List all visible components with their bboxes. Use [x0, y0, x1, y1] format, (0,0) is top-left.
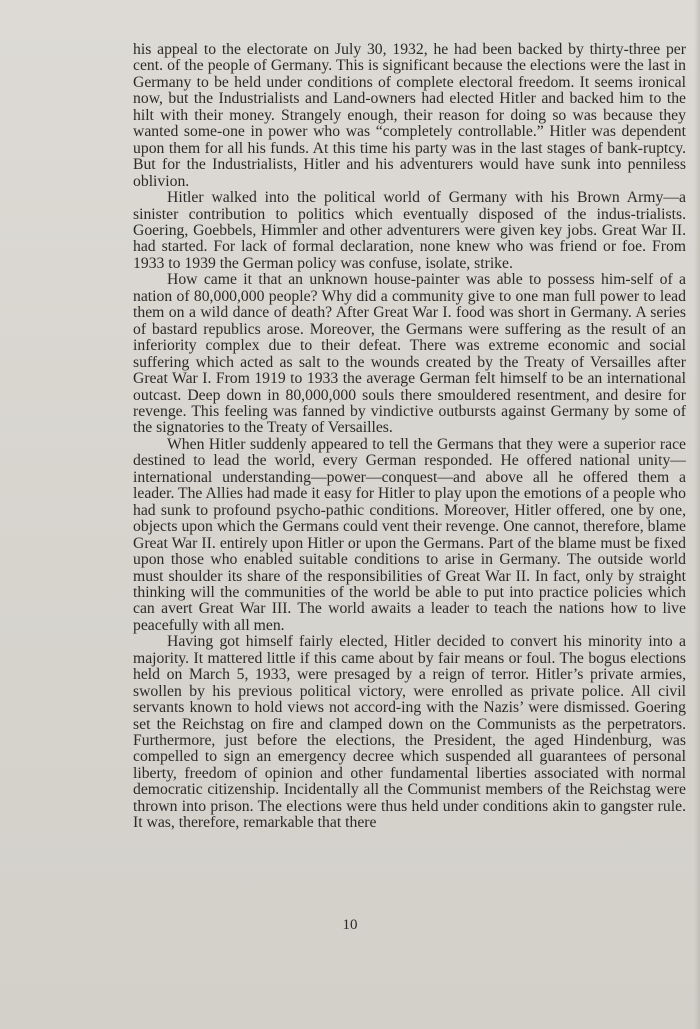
page-number: 10 — [342, 917, 358, 933]
page-edge-shadow — [694, 0, 700, 1029]
paragraph-4: When Hitler suddenly appeared to tell the Germans that they were a superior race destined to lead the world, every German responded. He offered national unity—international understanding—power—conquest—and above all he offered them a leader. The Allies had made it easy for Hitler to play upon the emotions of a people who had sunk to profound psycho-pathic conditions. Moreover, Hitler offered, one by one, objects upon which the Germans could vent their revenge. One cannot, therefore, blame Great War II. entirely upon Hitler or upon the Germans. Part of the blame must be fixed upon those who enabled suitable conditions to arise in Germany. The outside world must shoulder its share of the responsibilities of Great War II. In fact, only by straight thinking will the communities of the world be able to put into practice policies which can avert Great War III. The world awaits a leader to teach the nations how to live peacefully with all men. — [133, 435, 686, 634]
paragraph-5: Having got himself fairly elected, Hitler decided to convert his minority into a majority. It mattered little if this came about by fair means or foul. The bogus elections held on March 5, 1933, were presaged by a reign of terror. Hitler’s private armies, swollen by his previous political victory, were enrolled as private police. All civil servants known to hold views not accord-ing with the Nazis’ were dismissed. Goering set the Reichstag on fire and clamped down on the Communists as the perpetrators. Furthermore, just before the elections, the President, the aged Hindenburg, was compelled to sign an emergency decree which suspended all guarantees of personal liberty, freedom of opinion and other fundamental liberties associated with normal democratic citizenship. Incidentally all the Communist members of the Reichstag were thrown into prison. The elections were thus held under conditions akin to gangster rule. It was, therefore, remarkable that there — [133, 633, 686, 832]
paragraph-1: his appeal to the electorate on July 30, 1932, he had been backed by thirty-three per cent. of the people of Germany. This is significant because the elections were the last in Germany to be held under conditions of complete electoral freedom. It seems ironical now, but the Industrialists and Land-owners had elected Hitler and backed him to the hilt with their money. Strangely enough, their reason for doing so was because they wanted some-one in power who was “completely controllable.” Hitler was dependent upon them for all his funds. At this time his party was in the last stages of bank-ruptcy. But for the Industrialists, Hitler and his adventurers would have sunk into penniless oblivion. — [133, 41, 686, 190]
body-text — [133, 42, 686, 832]
paragraph-3: How came it that an unknown house-painter was able to possess him-self of a nation of 80,000,000 people? Why did a community give to one man full power to lead them on a wild dance of death? After Great War I. food was short in Germany. A series of bastard republics arose. Moreover, the Germans were suffering as the result of an inferiority complex due to their defeat. There was extreme economic and social suffering which acted as salt to the wounds created by the Treaty of Versailles after Great War I. From 1919 to 1933 the average German felt himself to be an international outcast. Deep down in 80,000,000 souls there smouldered resentment, and desire for revenge. This feeling was fanned by vindictive outbursts against Germany by some of the signatories to the Treaty of Versailles. — [133, 271, 686, 437]
paragraph-2: Hitler walked into the political world of Germany with his Brown Army—a sinister contribution to politics which eventually disposed of the indus-trialists. Goering, Goebbels, Himmler and other adventurers were given key jobs. Great War II. had started. For lack of formal declaration, none knew who was friend or foe. From 1933 to 1939 the German policy was confuse, isolate, strike. — [133, 189, 686, 272]
